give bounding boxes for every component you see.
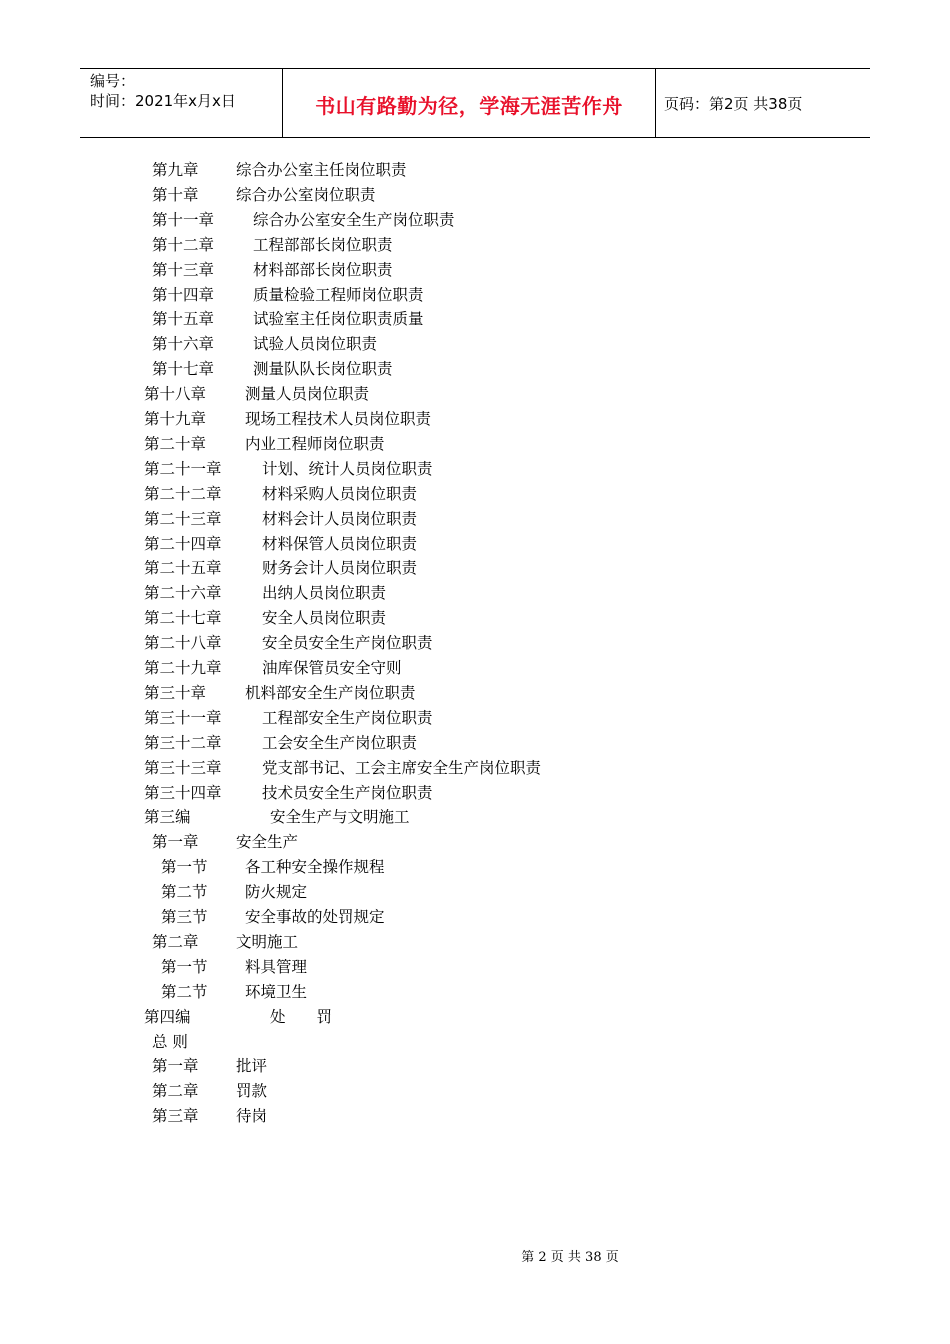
toc-entry xyxy=(161,855,385,879)
toc-entry-label: 第十五章 xyxy=(152,310,215,329)
toc-entry-label: 第一节 xyxy=(161,957,208,976)
toc-entry-title: 安全生产与文明施工 xyxy=(270,808,410,827)
toc-entry-label: 第二节 xyxy=(161,982,208,1001)
toc-entry xyxy=(152,183,376,207)
toc-entry-title: 试验人员岗位职责 xyxy=(253,335,378,354)
toc-entry-title: 罚款 xyxy=(236,1082,268,1101)
toc-entry xyxy=(152,283,424,307)
toc-entry-title: 测量队队长岗位职责 xyxy=(253,360,393,379)
toc-entry xyxy=(152,930,299,954)
toc-entry-title: 内业工程师岗位职责 xyxy=(245,434,385,453)
toc-entry xyxy=(144,731,418,755)
toc-entry-label: 第十四章 xyxy=(152,285,215,304)
toc-entry-label: 第二章 xyxy=(152,932,199,951)
toc-entry-title: 文明施工 xyxy=(236,932,299,951)
toc-entry-title: 计划、统计人员岗位职责 xyxy=(262,459,433,478)
header-motto: 书山有路勤为径，学海无涯苦作舟 xyxy=(315,94,623,118)
toc-entry-label: 第十九章 xyxy=(144,410,207,428)
toc-entry-label: 第一节 xyxy=(161,858,208,877)
toc-entry-title: 综合办公室主任岗位职责 xyxy=(236,161,407,179)
toc-entry-label: 第九章 xyxy=(152,161,199,179)
toc-entry xyxy=(152,1054,268,1078)
toc-entry-label: 第三十四章 xyxy=(144,783,222,802)
page-header xyxy=(80,68,870,138)
toc-entry-title: 财务会计人员岗位职责 xyxy=(262,559,418,578)
toc-entry xyxy=(152,158,407,182)
toc-entry-label: 第三十一章 xyxy=(144,708,222,727)
toc-entry xyxy=(152,1030,188,1054)
toc-entry-label: 第三十三章 xyxy=(144,758,222,777)
toc-entry-title: 材料保管人员岗位职责 xyxy=(262,534,418,553)
number-label: 编号： xyxy=(90,72,136,90)
toc-entry xyxy=(161,980,308,1004)
toc-entry xyxy=(144,482,418,506)
toc-entry-label: 第二十五章 xyxy=(144,559,222,578)
toc-entry-label: 第二十二章 xyxy=(144,484,222,503)
toc-entry-title: 质量检验工程师岗位职责 xyxy=(253,285,424,304)
page-footer: 第 2 页 共 38 页 xyxy=(521,1250,619,1265)
toc-entry xyxy=(144,656,402,680)
toc-entry-title: 综合办公室岗位职责 xyxy=(236,185,376,204)
toc-entry-label: 第二十八章 xyxy=(144,634,222,653)
toc-entry-title: 处 罚 xyxy=(270,1007,333,1026)
toc-entry-title: 材料采购人员岗位职责 xyxy=(262,484,418,503)
toc-entry xyxy=(152,357,393,381)
toc-entry xyxy=(144,556,418,580)
toc-entry-title: 油库保管员安全守则 xyxy=(262,659,402,677)
toc-entry-title: 材料部部长岗位职责 xyxy=(253,260,393,279)
header-page-info: 页码：第2页 共38页 xyxy=(664,95,803,113)
toc-entry xyxy=(144,432,385,456)
toc-entry xyxy=(144,581,387,605)
toc-entry-label: 第十二章 xyxy=(152,235,215,254)
toc-entry-label: 总 则 xyxy=(152,1032,188,1051)
toc-entry xyxy=(144,507,418,531)
toc-entry-label: 第三编 xyxy=(144,808,191,827)
toc-entry xyxy=(161,905,385,929)
toc-entry-label: 第十一章 xyxy=(152,210,215,229)
toc-entry xyxy=(144,781,433,805)
toc-entry-label: 第二十三章 xyxy=(144,509,222,528)
toc-entry-label: 第二十一章 xyxy=(144,459,222,478)
toc-entry xyxy=(152,233,393,257)
toc-entry xyxy=(152,1104,268,1128)
toc-entry xyxy=(144,382,370,406)
toc-entry-title: 安全事故的处罚规定 xyxy=(245,908,385,926)
toc-entry xyxy=(152,830,299,854)
toc-entry-title: 安全员安全生产岗位职责 xyxy=(262,634,433,653)
time-label: 时间：2021年x月x日 xyxy=(90,92,236,110)
toc-entry-label: 第二十九章 xyxy=(144,659,222,677)
toc-entry xyxy=(144,1005,333,1029)
toc-entry xyxy=(144,457,433,481)
toc-entry-label: 第十六章 xyxy=(152,335,215,354)
toc-entry-title: 工程部部长岗位职责 xyxy=(253,235,393,254)
toc-entry-title: 现场工程技术人员岗位职责 xyxy=(245,410,432,428)
toc-entry xyxy=(144,706,433,730)
toc-entry xyxy=(144,805,410,829)
toc-entry xyxy=(161,880,308,904)
toc-entry-title: 安全生产 xyxy=(236,833,299,852)
toc-entry-title: 试验室主任岗位职责质量 xyxy=(253,310,424,329)
toc-entry-title: 环境卫生 xyxy=(245,982,308,1001)
toc-entry-label: 第二十章 xyxy=(144,434,207,453)
toc-entry-label: 第三十二章 xyxy=(144,733,222,752)
toc-entry-title: 防火规定 xyxy=(245,883,308,902)
toc-entry-label: 第二十四章 xyxy=(144,534,222,553)
toc-entry-label: 第十三章 xyxy=(152,260,215,279)
toc-entry-title: 工会安全生产岗位职责 xyxy=(262,733,418,752)
toc-entry-label: 第二节 xyxy=(161,883,208,902)
toc-entry xyxy=(152,1079,268,1103)
toc-entry-label: 第二章 xyxy=(152,1082,199,1101)
toc-entry-label: 第四编 xyxy=(144,1007,191,1026)
toc-entry-title: 安全人员岗位职责 xyxy=(262,609,387,628)
toc-entry xyxy=(144,407,432,431)
toc-entry xyxy=(144,681,416,705)
toc-entry xyxy=(144,606,387,630)
header-divider xyxy=(655,69,656,137)
toc-entry xyxy=(144,532,418,556)
toc-entry-label: 第二十七章 xyxy=(144,609,222,628)
toc-entry-label: 第三章 xyxy=(152,1107,199,1126)
toc-entry xyxy=(161,955,308,979)
toc-entry-label: 第十章 xyxy=(152,185,199,204)
toc-entry-title: 工程部安全生产岗位职责 xyxy=(262,708,433,727)
toc-entry-label: 第十七章 xyxy=(152,360,215,379)
toc-entry xyxy=(152,258,393,282)
toc-entry-label: 第三节 xyxy=(161,908,208,926)
toc-entry xyxy=(144,631,433,655)
toc-entry-title: 料具管理 xyxy=(245,957,308,976)
toc-entry xyxy=(152,208,455,232)
toc-entry-title: 各工种安全操作规程 xyxy=(245,858,385,877)
toc-entry-title: 机料部安全生产岗位职责 xyxy=(245,683,416,702)
toc-entry-label: 第一章 xyxy=(152,833,199,852)
toc-entry-title: 党支部书记、工会主席安全生产岗位职责 xyxy=(262,758,542,777)
toc-entry-title: 综合办公室安全生产岗位职责 xyxy=(253,210,455,229)
toc-entry-label: 第三十章 xyxy=(144,683,207,702)
toc-entry-title: 批评 xyxy=(236,1057,268,1076)
toc-entry-title: 技术员安全生产岗位职责 xyxy=(262,783,433,802)
toc-entry xyxy=(152,307,424,331)
toc-entry-label: 第十八章 xyxy=(144,385,207,404)
toc-entry-title: 待岗 xyxy=(236,1107,268,1126)
toc-entry-label: 第一章 xyxy=(152,1057,199,1076)
header-left-cell xyxy=(90,71,280,111)
toc-entry-label: 第二十六章 xyxy=(144,584,222,603)
toc-entry-title: 测量人员岗位职责 xyxy=(245,385,370,404)
toc-entry xyxy=(144,756,542,780)
toc-entry-title: 出纳人员岗位职责 xyxy=(262,584,387,603)
toc-entry xyxy=(152,332,378,356)
toc-entry-title: 材料会计人员岗位职责 xyxy=(262,509,418,528)
